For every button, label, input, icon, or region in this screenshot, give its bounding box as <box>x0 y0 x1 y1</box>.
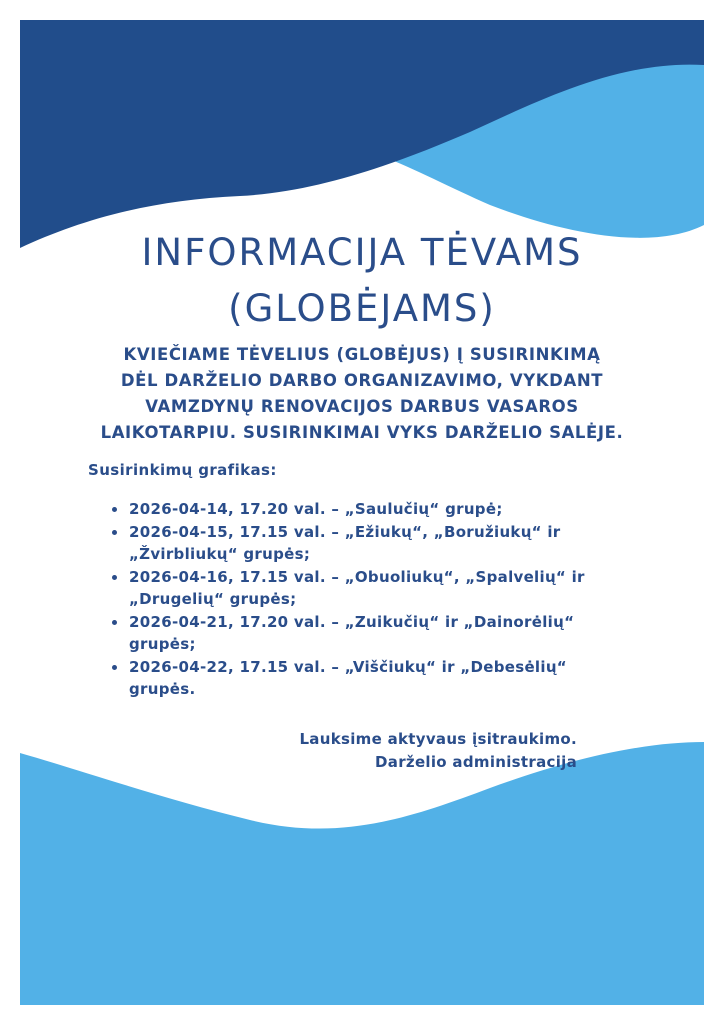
schedule-item <box>108 611 608 656</box>
closing-text <box>299 728 577 774</box>
schedule-item-line: 2026-04-21, 17.20 val. – „Zuikučių“ ir „Dainorėlių“ <box>129 612 575 631</box>
schedule-item-line: 2026-04-22, 17.15 val. – „Viščiukų“ ir „Debesėlių“ <box>129 657 567 676</box>
poster <box>20 20 704 1005</box>
intro-line: LAIKOTARPIU. SUSIRINKIMAI VYKS DARŽELIO SALĖJE. <box>100 423 624 442</box>
schedule-item-line: grupės; <box>129 635 196 653</box>
page-title-line1: INFORMACIJA TĖVAMS <box>141 231 583 274</box>
closing-line: Lauksime aktyvaus įsitraukimo. <box>299 730 577 748</box>
schedule-item-line: 2026-04-15, 17.15 val. – „Ežiukų“, „Boružiukų“ ir <box>129 522 561 541</box>
schedule-item <box>108 656 608 701</box>
schedule-list <box>108 498 608 701</box>
schedule-item <box>108 566 608 611</box>
schedule-item-line: grupės. <box>129 680 196 698</box>
bottom-light-wave <box>20 742 704 1005</box>
intro-text <box>50 342 674 446</box>
page-title-line2: (GLOBĖJAMS) <box>228 287 496 330</box>
schedule-item-line: „Žvirbliukų“ grupės; <box>129 545 311 563</box>
intro-line: DĖL DARŽELIO DARBO ORGANIZAVIMO, VYKDANT <box>120 371 604 390</box>
schedule-item <box>108 498 608 521</box>
schedule-heading: Susirinkimų grafikas: <box>88 461 277 479</box>
intro-line: KVIEČIAME TĖVELIUS (GLOBĖJUS) Į SUSIRINKIMĄ <box>123 345 601 364</box>
schedule-item <box>108 521 608 566</box>
schedule-item-line: 2026-04-16, 17.15 val. – „Obuoliukų“, „Spalvelių“ ir <box>129 567 585 586</box>
signature: Darželio administracija <box>375 753 577 771</box>
schedule-item-line: „Drugelių“ grupės; <box>129 590 297 608</box>
intro-line: VAMZDYNŲ RENOVACIJOS DARBUS VASAROS <box>145 397 579 416</box>
schedule-item-line: 2026-04-14, 17.20 val. – „Saulučių“ grupė; <box>129 500 503 518</box>
